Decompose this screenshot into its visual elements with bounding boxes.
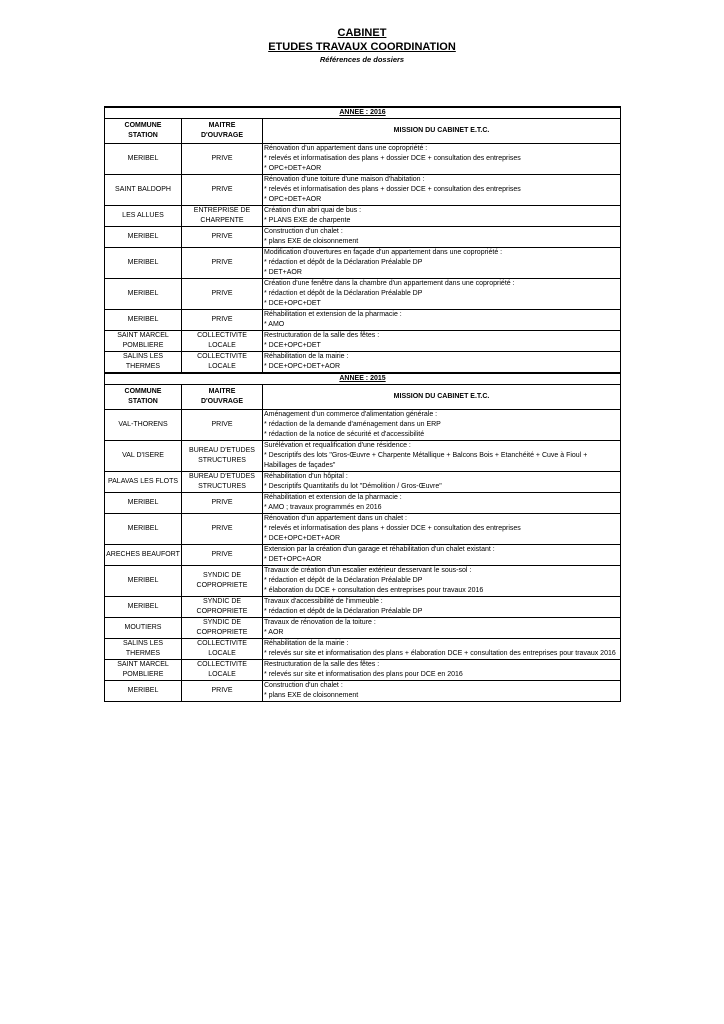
- maitre-ouvrage-cell: PRIVE: [182, 545, 263, 566]
- table-row: [105, 144, 621, 175]
- mission-cell: Restructuration de la salle des fêtes : * relevés sur site et informatisation des plans pour DCE en 2016: [263, 660, 621, 681]
- table-row: [105, 206, 621, 227]
- mission-cell: Aménagement d'un commerce d'alimentation générale : * rédaction de la demande d'aménagement dans un ERP * rédaction de la notice de sécurité et d'accessibilité: [263, 410, 621, 441]
- commune-cell: MERIBEL: [105, 279, 182, 310]
- commune-cell: SAINT MARCEL POMBLIERE: [105, 331, 182, 352]
- maitre-ouvrage-cell: PRIVE: [182, 310, 263, 331]
- commune-cell: MERIBEL: [105, 514, 182, 545]
- column-header-row: [105, 385, 621, 410]
- table-row: [105, 410, 621, 441]
- commune-cell: MERIBEL: [105, 681, 182, 702]
- mission-cell: Création d'une fenêtre dans la chambre d'un appartement dans une copropriété : * rédaction et dépôt de la Déclaration Préalable DP * DCE+OPC+DET: [263, 279, 621, 310]
- commune-cell: SAINT BALDOPH: [105, 175, 182, 206]
- commune-cell: MERIBEL: [105, 493, 182, 514]
- column-header-maitre: MAITRE D'OUVRAGE: [182, 385, 263, 410]
- maitre-ouvrage-cell: PRIVE: [182, 279, 263, 310]
- mission-cell: Construction d'un chalet : * plans EXE de cloisonnement: [263, 681, 621, 702]
- column-header-mission: MISSION DU CABINET E.T.C.: [263, 119, 621, 144]
- mission-cell: Réhabilitation et extension de la pharmacie : * AMO ; travaux programmés en 2016: [263, 493, 621, 514]
- table-row: [105, 279, 621, 310]
- references-table-body: [105, 107, 621, 702]
- table-row: [105, 352, 621, 374]
- references-table: [104, 106, 621, 702]
- commune-cell: MOUTIERS: [105, 618, 182, 639]
- commune-cell: VAL-THORENS: [105, 410, 182, 441]
- maitre-ouvrage-cell: COLLECTIVITE LOCALE: [182, 639, 263, 660]
- document-caption: Références de dossiers: [319, 55, 405, 64]
- commune-cell: SAINT MARCEL POMBLIERE: [105, 660, 182, 681]
- table-row: [105, 248, 621, 279]
- document-subtitle: ETUDES TRAVAUX COORDINATION: [268, 41, 456, 53]
- mission-cell: Construction d'un chalet : * plans EXE de cloisonnement: [263, 227, 621, 248]
- table-row: [105, 227, 621, 248]
- commune-cell: VAL D'ISERE: [105, 441, 182, 472]
- table-row: [105, 331, 621, 352]
- column-header-mission: MISSION DU CABINET E.T.C.: [263, 385, 621, 410]
- year-heading: ANNEE : 2016: [105, 107, 621, 119]
- table-row: [105, 441, 621, 472]
- table-row: [105, 514, 621, 545]
- mission-cell: Création d'un abri quai de bus : * PLANS EXE de charpente: [263, 206, 621, 227]
- table-row: [105, 660, 621, 681]
- mission-cell: Travaux de création d'un escalier extérieur desservant le sous-sol : * rédaction et dépôt de la Déclaration Préalable DP * élaboration du DCE + consultation des entreprises pour travaux 2016: [263, 566, 621, 597]
- mission-cell: Réhabilitation de la mairie : * DCE+OPC+DET+AOR: [263, 352, 621, 374]
- maitre-ouvrage-cell: PRIVE: [182, 514, 263, 545]
- document-title: CABINET: [337, 27, 387, 39]
- column-header-row: [105, 119, 621, 144]
- maitre-ouvrage-cell: ENTREPRISE DE CHARPENTE: [182, 206, 263, 227]
- commune-cell: MERIBEL: [105, 310, 182, 331]
- maitre-ouvrage-cell: COLLECTIVITE LOCALE: [182, 660, 263, 681]
- maitre-ouvrage-cell: PRIVE: [182, 681, 263, 702]
- table-row: [105, 310, 621, 331]
- mission-cell: Extension par la création d'un garage et réhabilitation d'un chalet existant : * DET+OPC+AOR: [263, 545, 621, 566]
- mission-cell: Surélévation et requalification d'une résidence : * Descriptifs des lots "Gros-Œuvre + Charpente Métallique + Balcons Bois + Etanchéité + Cuve à Fioul + Habillages de façades": [263, 441, 621, 472]
- maitre-ouvrage-cell: SYNDIC DE COPROPRIETE: [182, 597, 263, 618]
- maitre-ouvrage-cell: SYNDIC DE COPROPRIETE: [182, 566, 263, 597]
- table-row: [105, 493, 621, 514]
- column-header-commune: COMMUNE STATION: [105, 119, 182, 144]
- commune-cell: PALAVAS LES FLOTS: [105, 472, 182, 493]
- commune-cell: SALINS LES THERMES: [105, 352, 182, 374]
- maitre-ouvrage-cell: PRIVE: [182, 144, 263, 175]
- table-row: [105, 681, 621, 702]
- maitre-ouvrage-cell: PRIVE: [182, 227, 263, 248]
- mission-cell: Travaux de rénovation de la toiture : * AOR: [263, 618, 621, 639]
- mission-cell: Rénovation d'une toiture d'une maison d'habitation : * relevés et informatisation des plans + dossier DCE + consultation des entreprises * OPC+DET+AOR: [263, 175, 621, 206]
- commune-cell: MERIBEL: [105, 248, 182, 279]
- mission-cell: Réhabilitation de la mairie : * relevés sur site et informatisation des plans + élaboration DCE + consultation des entreprises pour travaux 2016: [263, 639, 621, 660]
- commune-cell: SALINS LES THERMES: [105, 639, 182, 660]
- mission-cell: Réhabilitation d'un hôpital : * Descriptifs Quantitatifs du lot "Démolition / Gros-Œuvre": [263, 472, 621, 493]
- year-row: [105, 107, 621, 119]
- table-row: [105, 618, 621, 639]
- maitre-ouvrage-cell: COLLECTIVITE LOCALE: [182, 352, 263, 374]
- column-header-commune: COMMUNE STATION: [105, 385, 182, 410]
- table-row: [105, 472, 621, 493]
- maitre-ouvrage-cell: PRIVE: [182, 248, 263, 279]
- commune-cell: ARECHES BEAUFORT: [105, 545, 182, 566]
- table-row: [105, 566, 621, 597]
- maitre-ouvrage-cell: PRIVE: [182, 493, 263, 514]
- column-header-maitre: MAITRE D'OUVRAGE: [182, 119, 263, 144]
- mission-cell: Modification d'ouvertures en façade d'un appartement dans une copropriété : * rédaction et dépôt de la Déclaration Préalable DP * DET+AOR: [263, 248, 621, 279]
- commune-cell: MERIBEL: [105, 566, 182, 597]
- commune-cell: LES ALLUES: [105, 206, 182, 227]
- document-header: [0, 26, 724, 66]
- maitre-ouvrage-cell: SYNDIC DE COPROPRIETE: [182, 618, 263, 639]
- commune-cell: MERIBEL: [105, 227, 182, 248]
- maitre-ouvrage-cell: PRIVE: [182, 410, 263, 441]
- maitre-ouvrage-cell: BUREAU D'ETUDES STRUCTURES: [182, 441, 263, 472]
- table-row: [105, 175, 621, 206]
- mission-cell: Restructuration de la salle des fêtes : * DCE+OPC+DET: [263, 331, 621, 352]
- maitre-ouvrage-cell: COLLECTIVITE LOCALE: [182, 331, 263, 352]
- table-row: [105, 545, 621, 566]
- year-row: [105, 373, 621, 385]
- commune-cell: MERIBEL: [105, 597, 182, 618]
- mission-cell: Réhabilitation et extension de la pharmacie : * AMO: [263, 310, 621, 331]
- table-row: [105, 597, 621, 618]
- maitre-ouvrage-cell: BUREAU D'ETUDES STRUCTURES: [182, 472, 263, 493]
- commune-cell: MERIBEL: [105, 144, 182, 175]
- table-row: [105, 639, 621, 660]
- mission-cell: Rénovation d'un appartement dans un chalet : * relevés et informatisation des plans + dossier DCE + consultation des entreprises * DCE+OPC+DET+AOR: [263, 514, 621, 545]
- mission-cell: Rénovation d'un appartement dans une copropriété : * relevés et informatisation des plans + dossier DCE + consultation des entreprises * OPC+DET+AOR: [263, 144, 621, 175]
- maitre-ouvrage-cell: PRIVE: [182, 175, 263, 206]
- mission-cell: Travaux d'accessibilité de l'immeuble : * rédaction et dépôt de la Déclaration Préalable DP: [263, 597, 621, 618]
- year-heading: ANNEE : 2015: [105, 373, 621, 385]
